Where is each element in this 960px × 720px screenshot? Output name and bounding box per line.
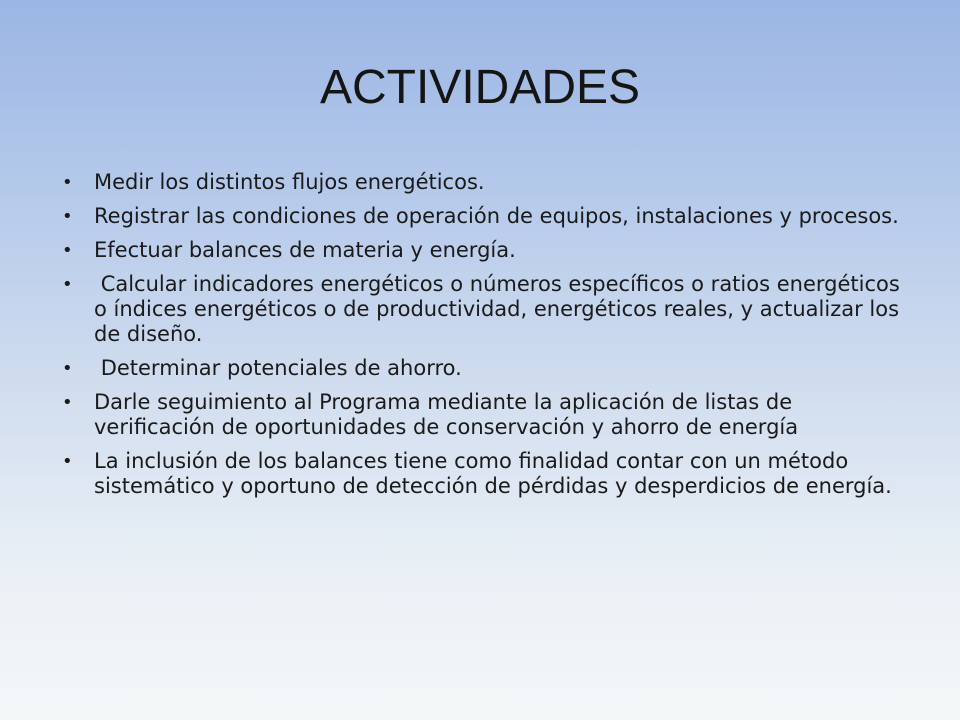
bullet-item	[62, 449, 902, 499]
bullet-text: La inclusión de los balances tiene como finalidad contar con un método sistemático y oportuno de detección de pérdidas y desperdicios de energía.	[94, 449, 892, 498]
bullet-item	[62, 390, 902, 440]
bullet-text: Medir los distintos flujos energéticos.	[94, 170, 485, 194]
bullet-text: Darle seguimiento al Programa mediante la aplicación de listas de verificación de oportunidades de conservación y ahorro de energía	[94, 390, 799, 439]
bullet-item	[62, 204, 902, 229]
bullet-dot-icon: •	[62, 206, 73, 227]
bullet-text: Efectuar balances de materia y energía.	[94, 238, 516, 262]
bullet-dot-icon: •	[62, 274, 73, 295]
bullet-text: Determinar potenciales de ahorro.	[94, 356, 462, 380]
bullet-text: Registrar las condiciones de operación de equipos, instalaciones y procesos.	[94, 204, 899, 228]
bullet-dot-icon: •	[62, 240, 73, 261]
bullet-item	[62, 272, 914, 347]
bullet-dot-icon: •	[62, 172, 73, 193]
bullet-dot-icon: •	[62, 358, 73, 379]
bullet-item	[62, 238, 902, 263]
slide-title: ACTIVIDADES	[319, 61, 641, 114]
bullet-item	[62, 356, 902, 381]
bullet-dot-icon: •	[62, 392, 73, 413]
bullet-list	[62, 170, 914, 508]
bullet-dot-icon: •	[62, 451, 73, 472]
bullet-text: Calcular indicadores energéticos o números específicos o ratios energéticos o índices energéticos o de productividad, energéticos reales, y actualizar los de diseño.	[94, 272, 914, 346]
bullet-item	[62, 170, 902, 195]
